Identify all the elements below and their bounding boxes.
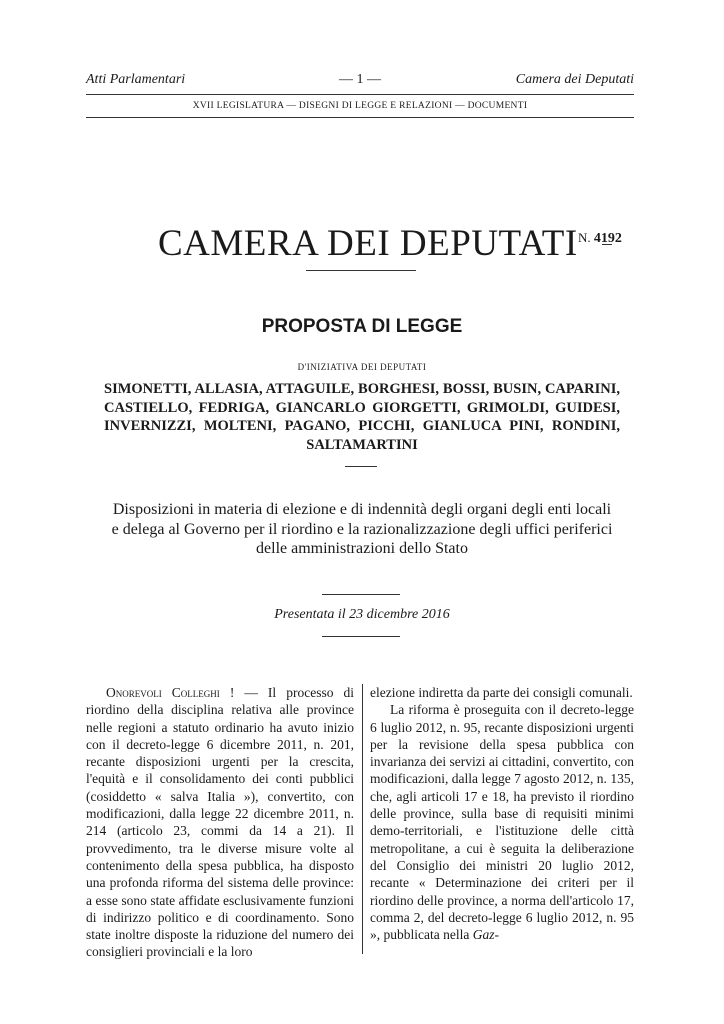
authors-list: SIMONETTI, ALLASIA, ATTAGUILE, BORGHESI, BOSSI, BUSIN, CAPARINI, CASTIELLO, FEDRIGA, GIANCARLO GIORGETTI, GRIMOLDI, GUIDESI, INVERNIZZI, MOLTENI, PAGANO, PICCHI, GIANLUCA PINI, RONDINI, SALTAMARTINI [104,381,620,453]
salutation: Onorevoli Colleghi ! [106,685,235,700]
masthead-title: CAMERA DEI DEPUTATI [158,223,578,264]
document-number [578,230,622,247]
header-right: Camera dei Deputati [515,72,634,87]
column-divider [362,684,363,954]
body-column-right [370,684,634,943]
body-column-left [86,684,354,961]
left-paragraph-text: — Il processo di riordino della disciplina relativa alle province nelle regioni a statuto ordinario ha avuto inizio con il decreto-legge 6 dicembre 2011, n. 201, recante disposizioni urgenti per la crescita, l'equità e il consolidamento dei conti pubblici (cosiddetto « salva Italia »), convertito, con modificazioni, dalla legge 22 dicembre 2011, n. 214 (articolo 23, commi da 14 a 21). Il provvedimento, tra le diverse misure volte al contenimento della spesa pubblica, ha disposto una profonda riforma del sistema delle province: a esse sono state affidate esclusivamente funzioni di indirizzo politico e di coordinamento. Sono state inoltre disposte la riduzione del numero dei consiglieri provinciali e la loro [86,685,354,960]
presentation-date: Presentata il 23 dicembre 2016 [274,607,450,622]
page-number: — 1 — [339,72,381,87]
body-paragraph-continued: elezione indiretta da parte dei consigli comunali. [370,685,633,700]
bill-title: Disposizioni in materia di elezione e di indennità degli organi degli enti locali e delega al Governo per il riordino e la razionalizzazione degli uffici periferici delle amministrazioni dello Stato [111,501,613,557]
right-paragraph-text: La riforma è proseguita con il decreto-legge 6 luglio 2012, n. 95, recante disposizioni urgenti per la revisione della spesa pubblica con invarianza dei servizi ai cittadini, convertito, con modificazioni, dalla legge 7 agosto 2012, n. 135, che, agli articoli 17 e 18, ha previsto il riordino delle province, sulla base di requisiti minimi demo-territoriali, e l'istituzione delle città metropolitane, a cui è seguita la deliberazione del Consiglio dei ministri 20 luglio 2012, recante « Determinazione dei criteri per il riordino delle province, a norma dell'articolo 17, comma 2, del decreto-legge 6 luglio 2012, n. 95 », pubblicata nella [370,702,634,943]
masthead-rule [306,270,416,271]
header-left: Atti Parlamentari [86,72,186,87]
header-subtitle: XVII LEGISLATURA — DISEGNI DI LEGGE E RELAZIONI — DOCUMENTI [192,101,528,111]
body-paragraph [86,684,354,961]
number-value: 4192 [593,231,622,246]
initiative-line: D'INIZIATIVA DEI DEPUTATI [297,362,427,372]
presentation-rule-top [322,594,400,595]
number-dash [602,244,612,245]
header-rule-top [86,94,634,95]
body-paragraph [370,701,634,943]
number-label: N. [578,230,591,245]
right-paragraph-italic: Gaz- [472,927,499,943]
presentation-rule-bottom [322,636,400,637]
authors-rule [345,466,377,467]
document-type: PROPOSTA DI LEGGE [261,316,463,337]
header-rule-bottom [86,117,634,118]
